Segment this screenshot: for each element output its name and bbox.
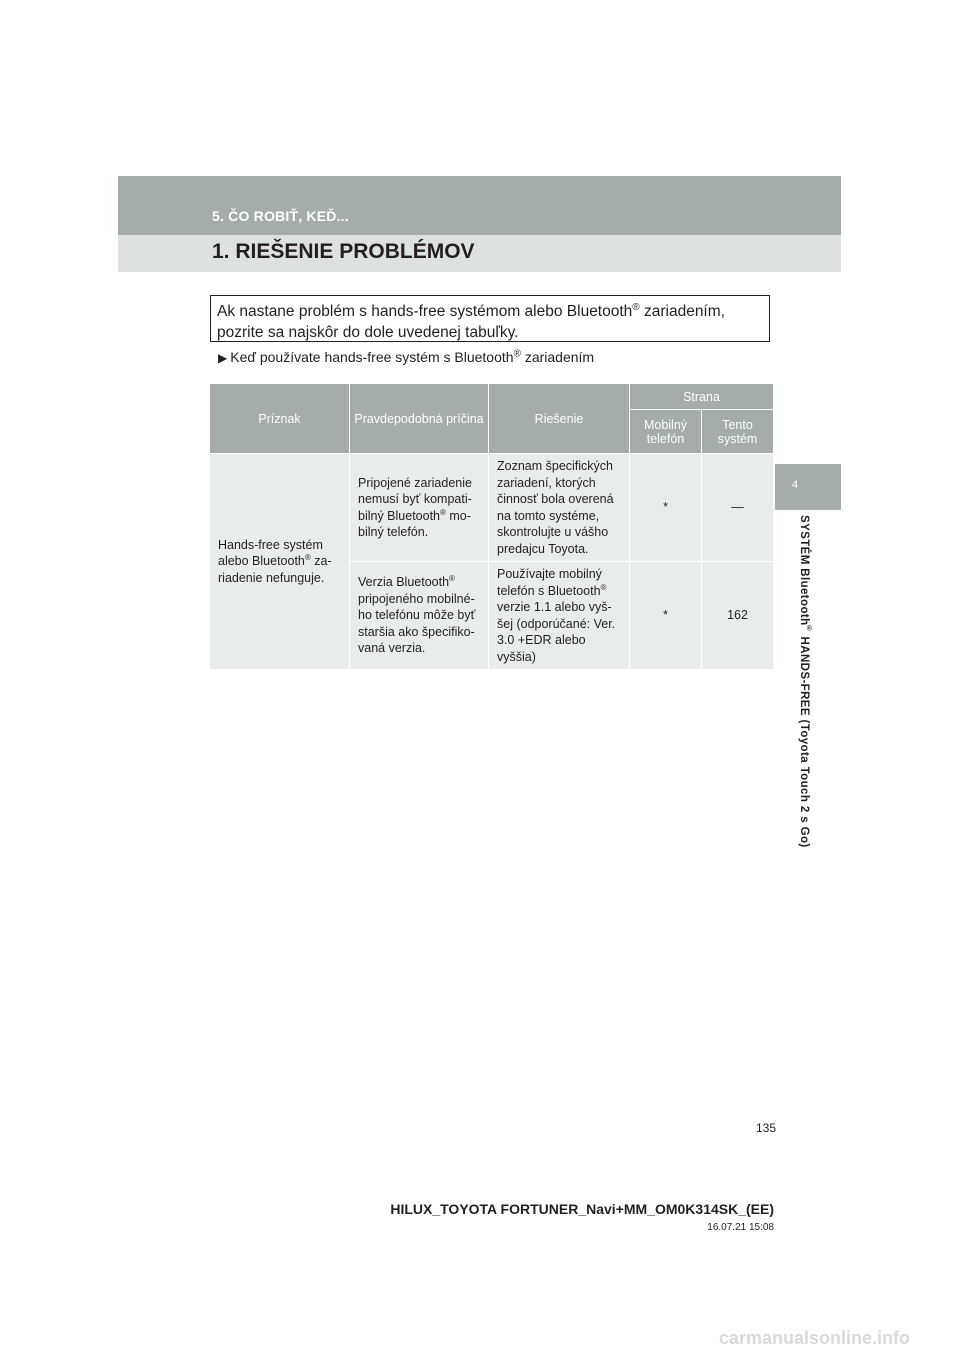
cause-cell	[350, 562, 489, 670]
subheading-part2: zariadením	[520, 349, 595, 365]
intro-text-part2: zariadením, pozrite sa najskôr do dole uvedenej tabuľky.	[217, 303, 725, 341]
intro-text-part1: Ak nastane problém s hands-free systémom alebo Bluetooth	[217, 303, 633, 320]
header-solution: Riešenie	[489, 384, 630, 454]
header-symptom: Príznak	[210, 384, 350, 454]
registered-mark: ®	[449, 574, 455, 584]
registered-mark: ®	[440, 507, 446, 517]
system-page-cell: —	[702, 454, 774, 562]
solution-cell	[489, 562, 630, 670]
chapter-side-title	[798, 515, 813, 848]
header-mobile-phone: Mobilný telefón	[630, 410, 702, 454]
intro-notice-box	[210, 295, 770, 342]
cause-text-part2: mo-bilný telefón.	[358, 508, 471, 539]
solution-text-part2: verzie 1.1 alebo vyš-šej (odporúčané: Ver. 3.0 +EDR alebo vyššia)	[497, 600, 616, 664]
header-page: Strana	[630, 384, 774, 410]
solution-text-part1: Používajte mobilný telefón s Bluetooth	[497, 567, 602, 598]
registered-mark: ®	[632, 301, 640, 313]
symptom-text-part1: Hands-free systém alebo Bluetooth	[218, 537, 323, 569]
section-header-band	[118, 176, 841, 235]
symptom-cell	[210, 454, 350, 670]
cause-text-part2: pripojeného mobilné-ho telefónu môže byť staršia ako špecifiko-vaná verzia.	[358, 591, 476, 656]
registered-mark: ®	[600, 582, 607, 592]
print-timestamp: 16.07.21 15:08	[707, 1222, 774, 1233]
registered-mark: ®	[805, 625, 813, 633]
header-cause: Pravdepodobná príčina	[350, 384, 489, 454]
document-id: HILUX_TOYOTA FORTUNER_Navi+MM_OM0K314SK_(EE)	[390, 1201, 774, 1217]
watermark: carmanualsonline.info	[718, 1328, 910, 1348]
mobile-page-cell: *	[630, 454, 702, 562]
chapter-number: 4	[792, 479, 799, 491]
registered-mark: ®	[513, 348, 521, 360]
cause-text-part1: Pripojené zariadenie nemusí byť kompati-bilný Bluetooth	[358, 475, 472, 523]
cause-cell	[350, 454, 489, 562]
symptom-text-part2: za-riadenie nefunguje.	[218, 554, 332, 585]
chapter-tab	[775, 464, 841, 510]
cause-text-part1: Verzia Bluetooth	[358, 575, 450, 590]
registered-mark: ®	[304, 553, 311, 563]
side-title-part1: SYSTÉM Bluetooth	[798, 515, 810, 626]
system-page-cell: 162	[702, 562, 774, 670]
side-title-part2: HANDS-FREE (Toyota Touch 2 s Go)	[798, 632, 810, 848]
section-label: 5. ČO ROBIŤ, KEĎ...	[212, 208, 349, 224]
mobile-page-cell: *	[630, 562, 702, 670]
page-number: 135	[756, 1121, 777, 1135]
page-title: 1. RIEŠENIE PROBLÉMOV	[212, 240, 475, 263]
subheading-part1: Keď používate hands-free systém s Bluetooth	[230, 349, 514, 365]
table-row	[210, 454, 774, 562]
table-subheading	[218, 349, 594, 365]
troubleshooting-table	[209, 383, 774, 670]
header-this-system: Tento systém	[702, 410, 774, 454]
solution-cell	[489, 454, 630, 562]
triangle-arrow-icon: ▶	[218, 351, 228, 365]
solution-text-part1: Zoznam špecifických zariadení, ktorých činnosť bola overená na tomto systéme, skontrolujte u vášho predajcu Toyota.	[497, 459, 614, 556]
